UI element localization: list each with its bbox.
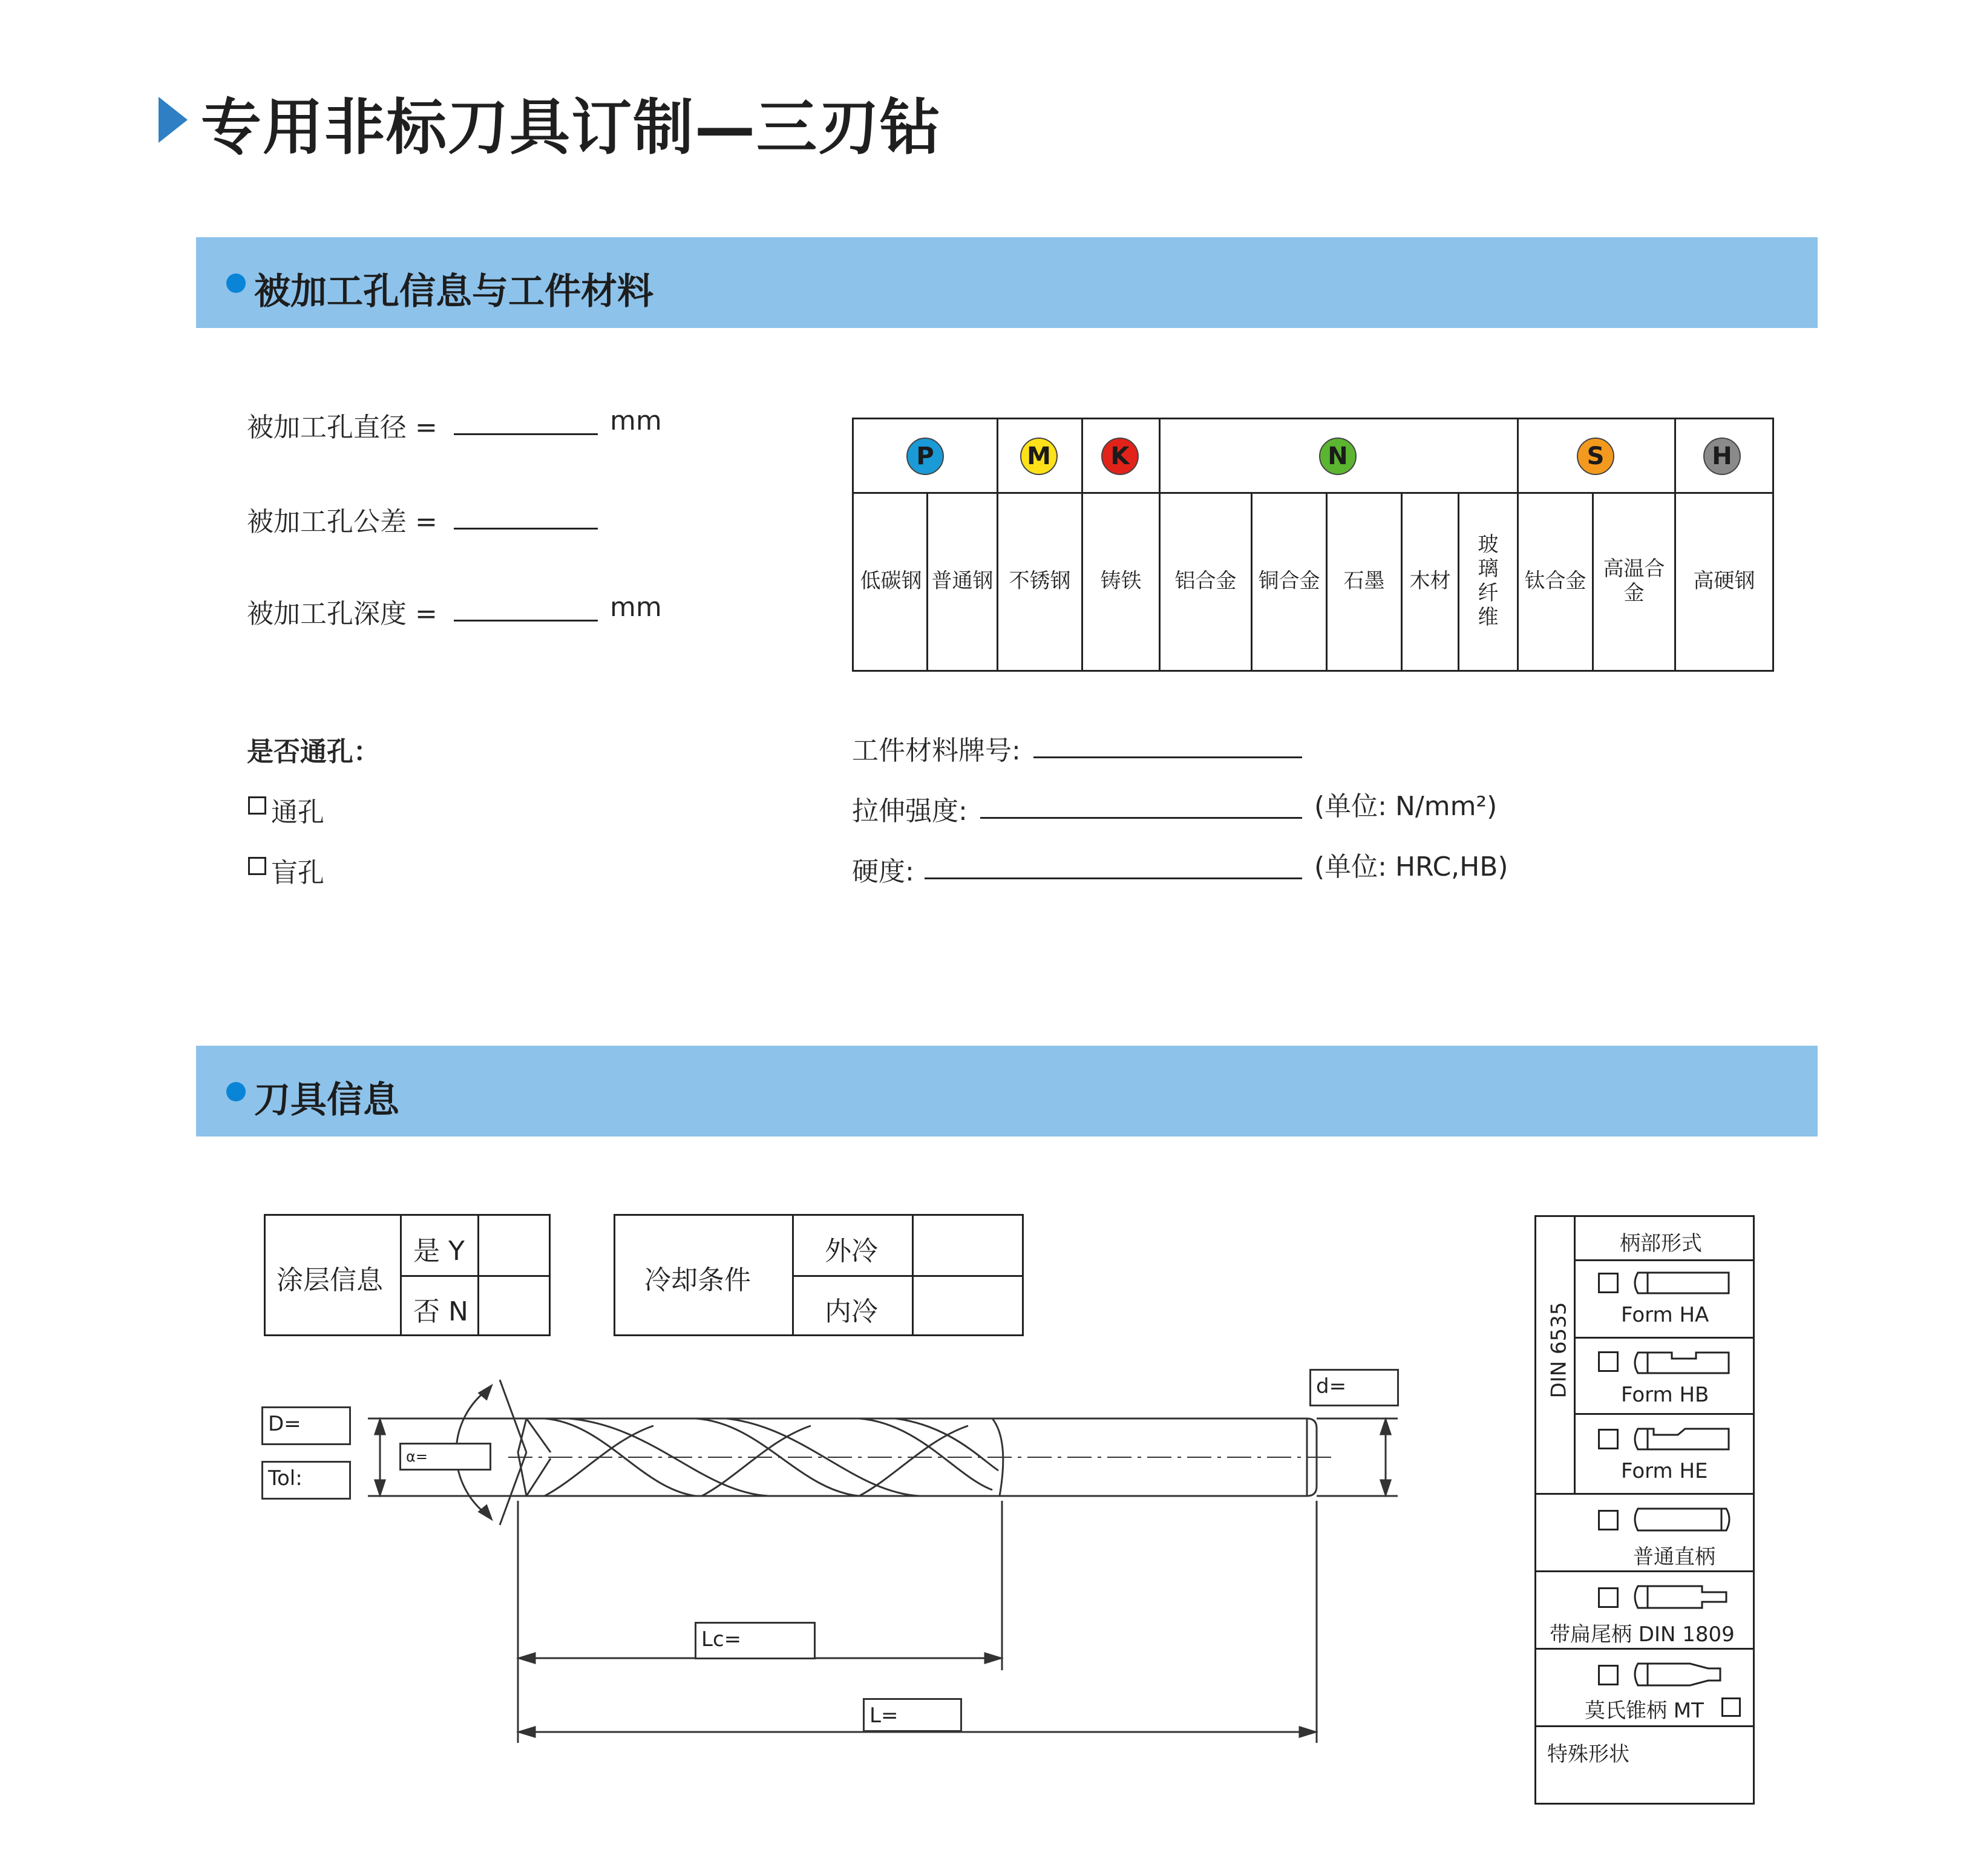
point-angle-input-box[interactable]: α= [399, 1443, 491, 1471]
material-copper-alloy: 铜合金 [1258, 569, 1320, 593]
cooling-external-label: 外冷 [825, 1236, 878, 1267]
plain-shank-checkbox[interactable] [1598, 1510, 1619, 1530]
material-steel: 普通钢 [931, 569, 994, 593]
hardness-label: 硬度: [852, 856, 914, 887]
shank-diameter-input-box[interactable]: d= [1309, 1369, 1399, 1406]
flat-tang-checkbox[interactable] [1598, 1587, 1619, 1608]
tensile-strength-unit: (单位: N/mm²) [1314, 791, 1498, 822]
tensile-strength-label: 拉伸强度: [852, 796, 968, 827]
coating-no-label: 否 N [413, 1296, 468, 1327]
shank-form-table [1534, 1215, 1755, 1805]
form-ha-label: Form HA [1621, 1303, 1709, 1327]
material-graphite: 石墨 [1343, 569, 1385, 593]
plain-shank-label: 普通直柄 [1633, 1545, 1715, 1569]
material-wood: 木材 [1409, 569, 1451, 593]
flat-tang-shank-icon [1629, 1582, 1738, 1614]
morse-taper-mt-checkbox[interactable] [1721, 1697, 1741, 1717]
shank-header: 柄部形式 [1620, 1232, 1702, 1256]
cooling-internal-label: 内冷 [825, 1296, 878, 1327]
material-group-k-badge: K [1101, 438, 1139, 475]
material-group-h-badge: H [1703, 438, 1741, 475]
tolerance-input-box[interactable]: Tol: [261, 1461, 351, 1500]
form-ha-shank-icon [1629, 1269, 1738, 1298]
material-low-carbon-steel: 低碳钢 [860, 569, 922, 593]
material-superalloy: 高温合金 [1603, 557, 1665, 605]
form-he-label: Form HE [1621, 1459, 1708, 1483]
coating-yes-label: 是 Y [413, 1236, 465, 1267]
flat-tang-label: 带扁尾柄 DIN 1809 [1550, 1622, 1735, 1647]
material-group-m-badge: M [1020, 438, 1058, 475]
special-shape-field[interactable] [1536, 1727, 1753, 1803]
hole-diameter-unit: mm [610, 405, 662, 436]
din-6535-label: DIN 6535 [1547, 1302, 1571, 1399]
form-ha-checkbox[interactable] [1598, 1273, 1619, 1293]
overall-length-input-box[interactable]: L= [863, 1698, 962, 1732]
morse-taper-label: 莫氏锥柄 MT [1585, 1699, 1704, 1723]
form-hb-label: Form HB [1621, 1383, 1709, 1407]
morse-taper-shank-icon [1629, 1660, 1738, 1691]
hole-depth-label: 被加工孔深度 = [247, 599, 437, 629]
section-title: 被加工孔信息与工件材料 [254, 271, 653, 313]
material-glass-fiber: 玻璃纤维 [1478, 533, 1499, 629]
hole-diameter-label: 被加工孔直径 = [247, 412, 437, 443]
special-shape-label: 特殊形状 [1547, 1742, 1629, 1766]
material-cast-iron: 铸铁 [1100, 569, 1142, 593]
form-hb-checkbox[interactable] [1598, 1351, 1619, 1372]
through-hole-label: 通孔 [271, 797, 324, 828]
cooling-label: 冷却条件 [644, 1265, 751, 1296]
material-stainless-steel: 不锈钢 [1009, 569, 1071, 593]
through-hole-question: 是否通孔： [247, 736, 380, 767]
page-title: 专用非标刀具订制—三刃钻 [201, 92, 941, 163]
coating-label: 涂层信息 [277, 1265, 383, 1296]
blind-hole-label: 盲孔 [271, 858, 324, 888]
hole-depth-unit: mm [610, 592, 662, 623]
material-group-s-badge: S [1577, 438, 1614, 475]
flute-length-input-box[interactable]: Lc= [695, 1622, 816, 1659]
form-hb-shank-icon [1629, 1349, 1738, 1378]
material-group-n-badge: N [1319, 438, 1357, 475]
workpiece-grade-label: 工件材料牌号: [852, 735, 1021, 766]
material-titanium-alloy: 钛合金 [1524, 569, 1586, 593]
form-he-shank-icon [1629, 1425, 1738, 1454]
material-hardened-steel: 高硬钢 [1693, 569, 1755, 593]
hole-tolerance-label: 被加工孔公差 = [247, 507, 437, 537]
form-he-checkbox[interactable] [1598, 1429, 1619, 1449]
hardness-unit: (单位: HRC,HB) [1314, 851, 1508, 882]
section-title: 刀具信息 [254, 1079, 399, 1121]
morse-taper-checkbox[interactable] [1598, 1665, 1619, 1685]
material-aluminum-alloy: 铝合金 [1174, 569, 1237, 593]
plain-shank-icon [1629, 1505, 1738, 1537]
material-group-p-badge: P [906, 438, 944, 475]
diameter-input-box[interactable]: D= [261, 1406, 351, 1445]
